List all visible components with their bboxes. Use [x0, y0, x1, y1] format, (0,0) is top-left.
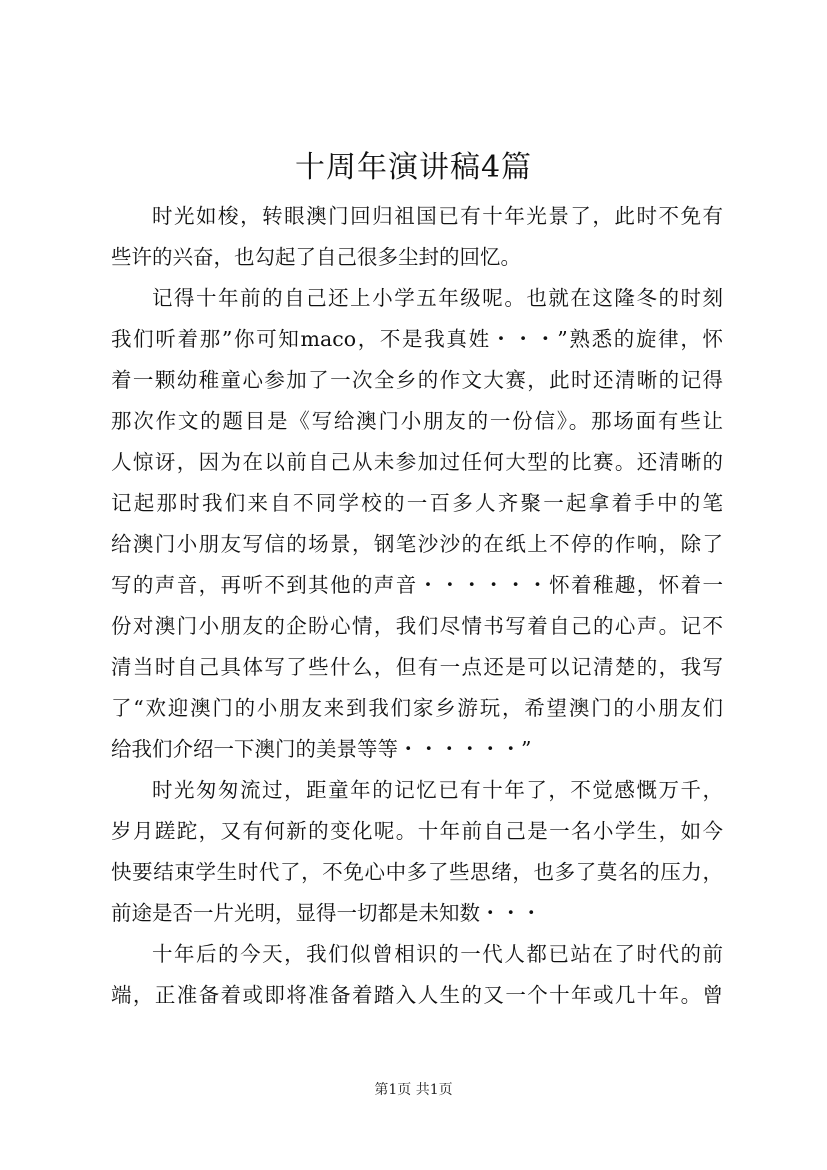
paragraph-2 — [111, 278, 723, 770]
paragraph-line: 清当时自己具体写了些什么，但有一点还是可以记清楚的，我写 — [111, 655, 723, 679]
paragraph-line: 着一颗幼稚童心参加了一次全乡的作文大赛，此时还清晰的记得 — [111, 368, 723, 392]
paragraph-line: 份对澳门小朋友的企盼心情，我们尽情书写着自己的心声。记不 — [111, 614, 723, 638]
paragraph-line: 端，正准备着或即将准备着踏入人生的又一个十年或几十年。曾 — [111, 983, 723, 1007]
paragraph-4 — [111, 934, 723, 1016]
paragraph-line: 岁月蹉跎，又有何新的变化呢。十年前自己是一名小学生，如今 — [111, 819, 723, 843]
paragraph-line: 时光匆匆流过，距童年的记忆已有十年了，不觉感慨万千， — [152, 778, 723, 802]
paragraph-line: 些许的兴奋，也勾起了自己很多尘封的回忆。 — [111, 245, 521, 269]
paragraph-line: 前途是否一片光明，显得一切都是未知数・・・ — [111, 901, 542, 925]
paragraph-line: 那次作文的题目是《写给澳门小朋友的一份信》。那场面有些让 — [111, 409, 723, 433]
paragraph-1 — [111, 196, 723, 278]
paragraph-line: 给我们介绍一下澳门的美景等等・・・・・・” — [111, 737, 532, 761]
paragraph-line: 写的声音，再听不到其他的声音・・・・・・怀着稚趣，怀着一 — [111, 573, 723, 597]
paragraph-line: 记起那时我们来自不同学校的一百多人齐聚一起拿着手中的笔 — [111, 491, 723, 515]
paragraph-line: 快要结束学生时代了，不免心中多了些思绪，也多了莫名的压力， — [111, 860, 723, 884]
paragraph-line: 时光如梭，转眼澳门回归祖国已有十年光景了，此时不免有 — [152, 204, 723, 228]
document-title: 十周年演讲稿4篇 — [294, 150, 533, 185]
paragraph-line: 十年后的今天，我们似曾相识的一代人都已站在了时代的前 — [152, 942, 723, 966]
paragraph-line: 我们听着那”你可知maco，不是我真姓・・・”熟悉的旋律，怀 — [111, 327, 723, 351]
paragraph-line: 了“欢迎澳门的小朋友来到我们家乡游玩，希望澳门的小朋友们 — [111, 696, 723, 720]
paragraph-line: 人惊讶，因为在以前自己从未参加过任何大型的比赛。还清晰的 — [111, 450, 723, 474]
page-footer: 第1页 共1页 — [374, 1082, 453, 1098]
paragraph-line: 给澳门小朋友写信的场景，钢笔沙沙的在纸上不停的作响，除了 — [111, 532, 723, 556]
paragraph-line: 记得十年前的自己还上小学五年级呢。也就在这隆冬的时刻 — [152, 286, 723, 310]
paragraph-3 — [111, 770, 723, 934]
